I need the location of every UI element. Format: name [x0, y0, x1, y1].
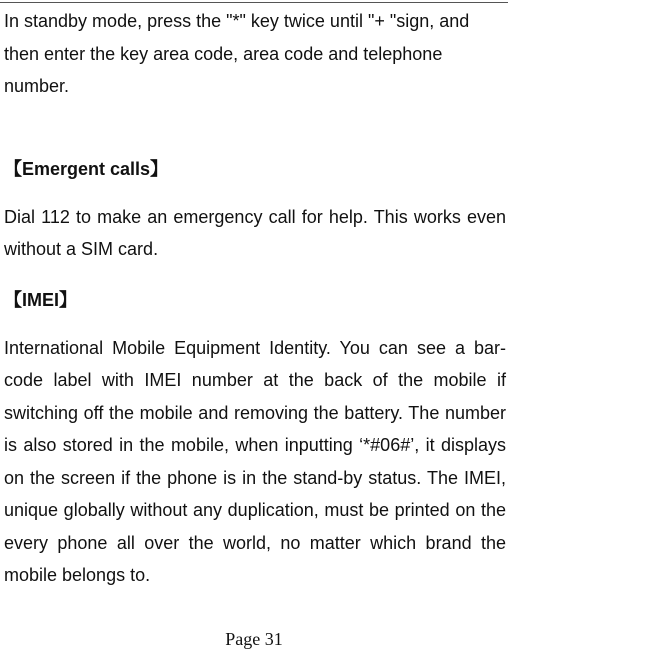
imei-heading: 【IMEI】: [4, 289, 78, 310]
emergent-calls-heading: 【Emergent calls】: [4, 158, 169, 179]
page-content: [4, 5, 506, 592]
standby-dialing-paragraph: In standby mode, press the "*" key twice until "+ "sign, and then enter the key area code, area code and telephone number.: [4, 11, 470, 96]
emergent-calls-paragraph: Dial 112 to make an emergency call for help. This works even without a SIM card.: [4, 206, 506, 259]
top-rule: [0, 2, 508, 3]
page-number: Page 31: [225, 629, 283, 649]
imei-paragraph: International Mobile Equipment Identity. You can see a bar-code label with IMEI number at the back of the mobile if switching off the mobile and removing the battery. The number is also stored in the mobile, when inputting ‘*#06#’, it displays on the screen if the phone is in the stand-by status. The IMEI, unique globally without any duplication, must be printed on the every phone all over the world, no matter which brand the mobile belongs to.: [4, 337, 506, 585]
